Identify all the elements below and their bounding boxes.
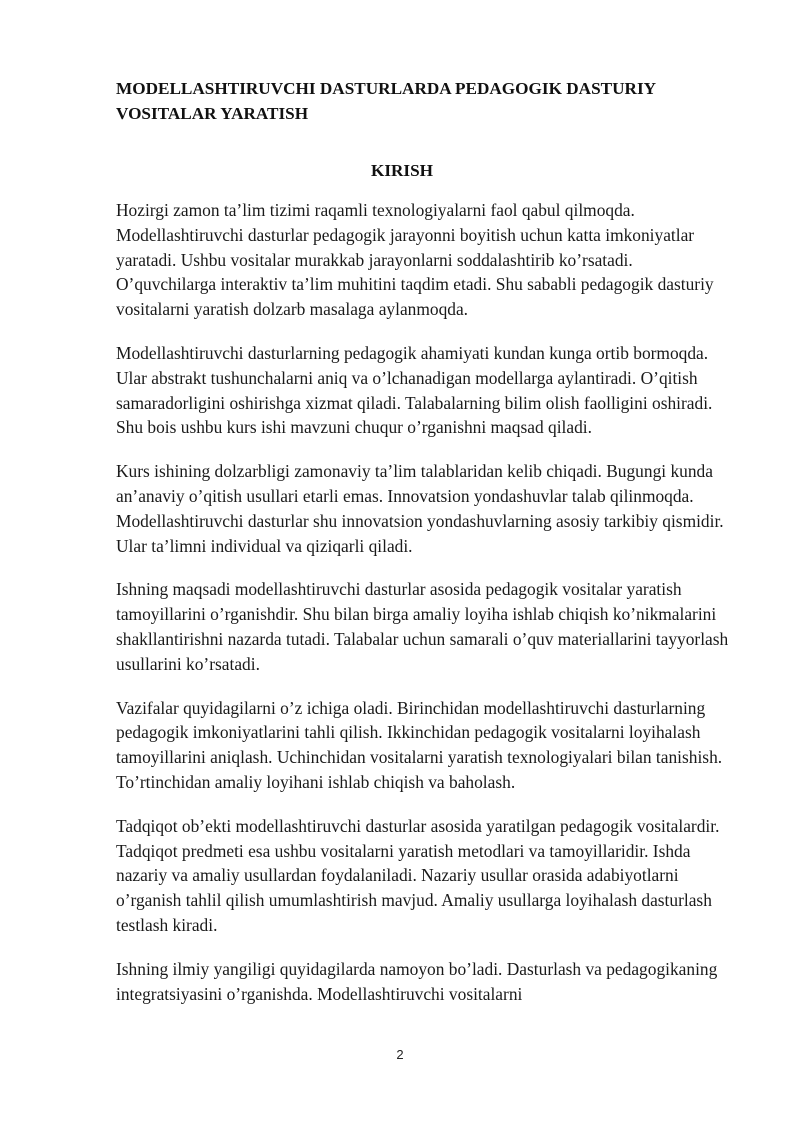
paragraph-5: Vazifalar quyidagilarni o’z ichiga oladi. Birinchidan modellashtiruvchi dasturlarning pedagogik imkoniyatlarini tahli qilish. Ikkinchidan pedagogik vositalarni loyihalash tamoyillarini aniqlash. Uchinchidan vositalarni yaratish texnologiyalari bilan tanishish. To’rtinchidan amaliy loyihani ishlab chiqish va baholash. [116,697,723,792]
paragraph-3: Kurs ishining dolzarbligi zamonaviy ta’lim talablaridan kelib chiqadi. Bugungi kunda an’anaviy o’qitish usullari etarli emas. Innovatsion yondashuvlar talab qilinmoqda. Modellashtiruvchi dasturlar shu innovatsion yondashuvlarning asosiy tarkibiy qismidir. Ular ta’limni individual va qiziqarli qiladi. [116,461,724,556]
paragraph-1: Hozirgi zamon ta’lim tizimi raqamli texnologiyalarni faol qabul qilmoqda. Modellashtiruvchi dasturlar pedagogik jarayonni boyitish uchun katta imkoniyatlar yaratadi. Ushbu vositalar murakkab jarayonlarni soddalashtirib ko’rsatadi. O’quvchilarga interaktiv ta’lim muhitini taqdim etadi. Shu sababli pedagogik dasturiy vositalarni yaratish dolzarb masalaga aylanmoqda. [116,200,714,320]
document-body [116,198,736,1025]
paragraph-2: Modellashtiruvchi dasturlarning pedagogik ahamiyati kundan kunga ortib bormoqda. Ular abstrakt tushunchalarni aniq va o’lchanadigan modellarga aylantiradi. O’qitish samaradorligini oshirishga xizmat qiladi. Talabalarning bilim olish faolligini oshiradi. Shu bois ushbu kurs ishi mavzuni chuqur o’rganishni maqsad qiladi. [116,342,713,438]
page-number: 2 [396,1047,404,1062]
paragraph-6: Tadqiqot ob’ekti modellashtiruvchi dasturlar asosida yaratilgan pedagogik vositalardir. Tadqiqot predmeti esa ushbu vositalarni yaratish metodlari va tamoyillaridir. Ishda nazariy va amaliy usullardan foydalaniladi. Nazariy usullar orasida adabiyotlarni o’rganish tahlil qilish umumlashtirish mavjud. Amaliy usullarga loyihalash dasturlash testlash kiradi. [116,815,720,935]
paragraph-7: Ishning ilmiy yangiligi quyidagilarda namoyon bo’ladi. Dasturlash va pedagogikaning integratsiyasini o’rganishda. Modellashtiruvchi vositalarni [116,958,718,1004]
document-title: MODELLASHTIRUVCHI DASTURLARDA PEDAGOGIK DASTURIY VOSITALAR YARATISH [116,79,656,123]
paragraph-4: Ishning maqsadi modellashtiruvchi dasturlar asosida pedagogik vositalar yaratish tamoyillarini o’rganishdir. Shu bilan birga amaliy loyiha ishlab chiqish ko’nikmalarini shakllantirishni nazarda tutadi. Talabalar uchun samarali o’quv materiallarini tayyorlash usullarini ko’rsatadi. [116,579,729,674]
section-heading: KIRISH [370,161,434,180]
